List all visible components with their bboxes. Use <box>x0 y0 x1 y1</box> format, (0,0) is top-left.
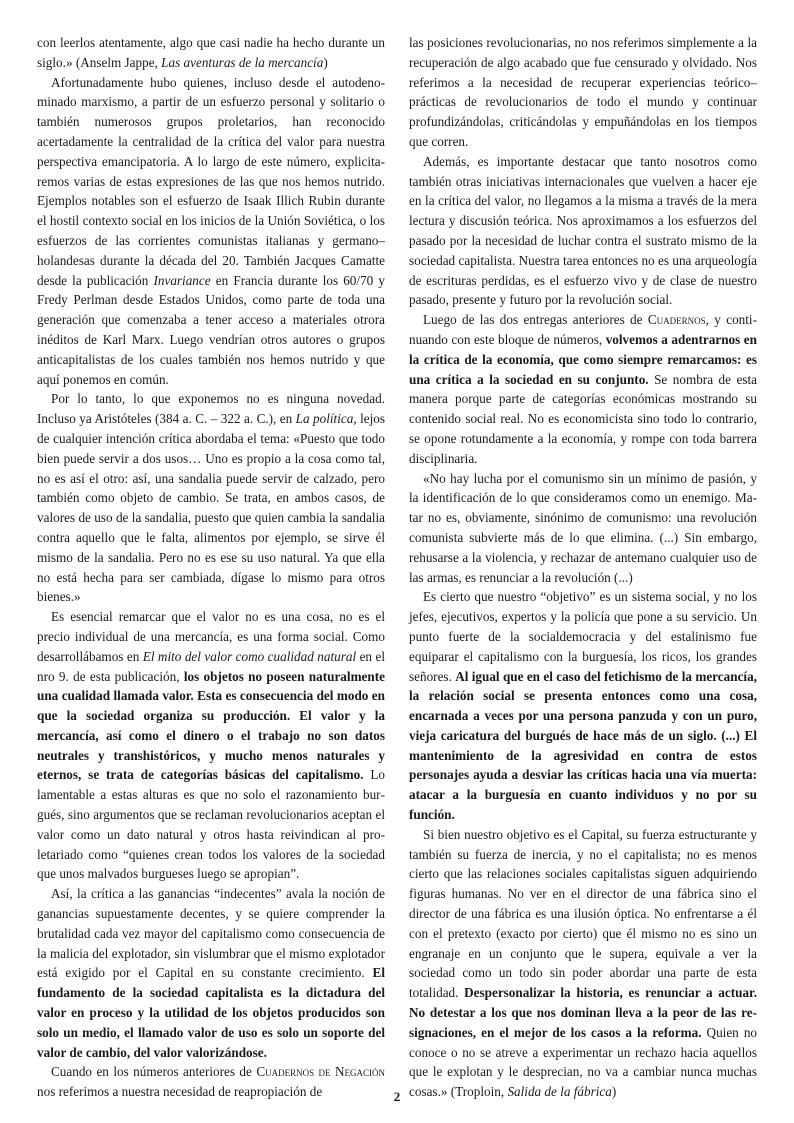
quote-paragraph: Si bien nuestro objetivo es el Capital, su fuerza estructurante y también su fuerza de inercia, y no el capitalista; no es menos cierto que las relaciones sociales capitalistas siguen adquiriendo figuras humanas. No ver en el director de una fábrica sino el director de una fábrica es una ilusión óptica. No enfrentarse a él con el pretexto (exacto por cierto) que él mismo no es sino un engranaje en un conjunto que le supera, equivale a ver la sociedad como un todo sin poder abordar una parte de esta totalidad. Despersonalizar la historia, es renunciar a actuar. No detestar a los que nos dominan lleva a la peor de las resignaciones, en el mejor de los casos a la reforma. Quien no conoce o no se atreve a experimentar un rechazo hacia aquellos que le explotan y le desprecian, no va a cambiar nunca muchas cosas.» (Troploin, Salida de la fábrica) <box>409 826 758 1100</box>
paragraph: Afortunadamente hubo quienes, incluso desde el autodenominado marxismo, a partir de un esfuerzo personal y solitario o también numerosos grupos proletarios, han reconocido acertadamente la centralidad de la crítica del valor para nuestra perspectiva emancipatoria. A lo largo de este número, explicitaremos varias de estas expresiones de las que nos hemos nutrido. Ejemplos notables son el esfuerzo de Isaak Illich Rubin durante el hostil contexto social en los inicios de la Unión Soviética, o los esfuerzos de las corrientes comunistas italianas y germano–holandesas durante la década del 20. También Jacques Camatte desde la publicación Invariance en Francia durante los 60/70 y Fredy Perlman desde Estados Unidos, como parte de toda una generación que comenzaba a tener acceso a materiales otrora inéditos de Karl Marx. Luego vendrían otros autores o grupos anticapitalistas de los cuales también nos hemos nutrido y que aquí ponemos en común. <box>37 74 385 387</box>
paragraph: Luego de las dos entregas anteriores de Cuadernos, y continuando con este bloque de números, volvemos a adentrarnos en la crítica de la economía, que como siempre remarcamos: es una crítica a la sociedad en su conjunto. Se nombra de esta manera porque parte de categorías económicas mostrando su contenido social real. No es economicista sino todo lo contrario, se opone rotundamente a la economía, y rompe con toda barrera disciplinaria. <box>409 312 757 466</box>
left-column <box>37 33 385 1102</box>
paragraph: con leerlos atentamente, algo que casi nadie ha hecho durante un siglo.» (Anselm Jappe, Las aventuras de la mercancía) <box>37 35 385 70</box>
quote-paragraph: «No hay lucha por el comunismo sin un mínimo de pasión, y la identificación de lo que consideramos como un enemigo. Matar no es, obviamente, sinónimo de comunismo: una revolución comunista subvierte más de lo que elimina. (...) Sin embargo, rehusarse a la violencia, y rechazar de antemano cualquier uso de las armas, es renunciar a la revolución (...) <box>409 470 757 585</box>
quote-paragraph: Es cierto que nuestro “objetivo” es un sistema social, y no los jefes, ejecutivos, expertos y la policía que pone a su servicio. Un punto fuerte de la socialdemocracia y del estalinismo fue equiparar el capitalismo con la burguesía, los ricos, los grandes señores. Al igual que en el caso del fetichismo de la mercancía, la relación social se presenta entonces como una cosa, encarnada a veces por una persona panzuda y con un puro, vieja caricatura del burgués de hace más de un siglo. (...) El mantenimiento de la agresividad en contra de estos personajes ayuda a desviar las críticas hacia una vía muerta: atacar a la burguesía en cuanto individuos y no por su función. <box>409 589 757 823</box>
paragraph: Así, la crítica a las ganancias “indecentes” avala la noción de ganancias supuestamente decentes, y se quiere comprender la brutalidad cada vez mayor del capitalismo como consecuencia de la malicia del explotador, sin vislumbrar que el mismo explotador está exigido por el Capital en su constante crecimiento. El fundamento de la sociedad capitalista es la dictadura del valor en proceso y la utilidad de los objetos producidos son solo un medio, el llamado valor de uso es solo un soporte del valor de cambio, del valor valorizándose. <box>37 886 385 1060</box>
paragraph: las posiciones revolucionarias, no nos referimos simplemente a la recuperación de algo acabado que fue censurado y olvidado. Nos referimos a la necesidad de recuperar experiencias teórico–prácticas de revolucionarios de todo el mundo y continuar profundizándolas, criticándolas y empuñándolas en los tiempos que corren. <box>409 35 757 149</box>
right-column <box>409 33 757 1102</box>
page-number: 2 <box>393 1089 401 1104</box>
paragraph: Es esencial remarcar que el valor no es una cosa, no es el precio individual de una mercancía, es una forma social. Como desarrollábamos en El mito del valor como cualidad natural en el nro 9. de esta publicación, los objetos no poseen naturalmente una cualidad llamada valor. Esta es consecuencia del modo en que la sociedad organiza su producción. El valor y la mercancía, así como el dinero o el trabajo no son datos neutrales y transhistóricos, y mucho menos naturales y eternos, se trata de categorías básicas del capitalismo. Lo lamentable a estas alturas es que no solo el razonamiento burgués, sino argumentos que se reclaman revolucionarios aceptan el valor como un dato natural y otros hasta reivindican al proletariado como “quienes crean todos los valores de la sociedad que unos malvados burgueses luego se apropian”. <box>37 609 385 882</box>
paragraph: Por lo tanto, lo que exponemos no es ninguna novedad. Incluso ya Aristóteles (384 a. C. – 322 a. C.), en La política, lejos de cualquier intención crítica abordaba el tema: «Puesto que todo bien puede servir a dos usos… Uno es propio a la cosa como tal, no es así el otro: así, una sandalia puede servir de calzado, pero también como objeto de cambio. Se trata, en ambos casos, de valores de uso de la sandalia, puesto que quien cambia la sandalia contra aquello que le falta, alimentos por ejemplo, se sirve él mismo de la sandalia. Pero no es ese su uso natural. Ya que ella no está hecha para ser cambiada, dígase lo mismo para otros bienes.» <box>37 391 385 605</box>
paragraph: Además, es importante destacar que tanto nosotros como también otras iniciativas internacionales que vuelven a hacer eje en la crítica del valor, no llegamos a la misma a través de la mera lectura y discusión teórica. Nos aproximamos a los esfuerzos del pasado por la necesidad de luchar contra el sustrato mismo de la sociedad capitalista. Nuestra tarea entonces no es una arqueología de escrituras perdidas, es el esfuerzo vivo y de clase de nuestro pasado, presente y futuro por la revolución social. <box>409 153 757 308</box>
paragraph: Cuando en los números anteriores de Cuadernos de Negación nos referimos a nuestra necesidad de reapropiación de <box>37 1064 385 1100</box>
